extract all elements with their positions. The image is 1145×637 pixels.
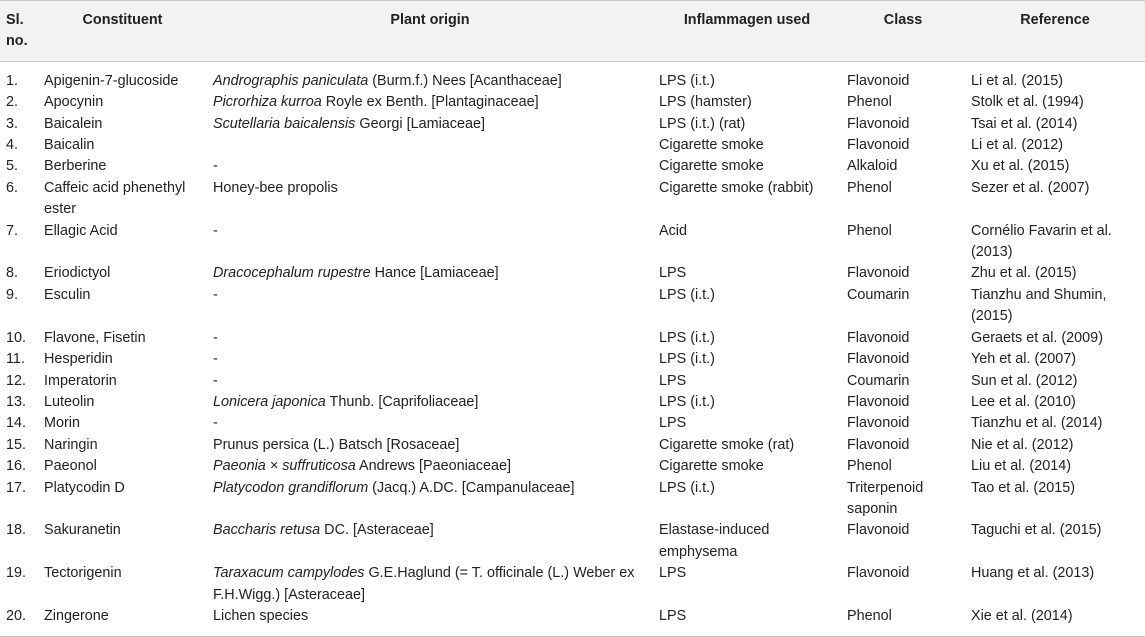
cell-reference: Li et al. (2012)	[971, 137, 1063, 154]
table-row	[0, 392, 1145, 413]
cell-class: Flavonoid	[847, 565, 910, 582]
plant-authority: -	[213, 372, 218, 389]
cell-sl-no: 10.	[6, 329, 27, 346]
table-row	[0, 435, 1145, 456]
table-row	[0, 371, 1145, 392]
cell-constituent: Apocynin	[44, 94, 104, 111]
plant-authority: -	[213, 415, 218, 432]
cell-constituent: Baicalin	[44, 137, 95, 154]
plant-authority: Lichen species	[213, 607, 309, 624]
cell-sl-no: 6.	[6, 179, 19, 196]
cell-inflammagen: LPS	[659, 372, 687, 389]
cell-reference: Sun et al. (2012)	[971, 372, 1078, 389]
cell-reference: Xu et al. (2015)	[971, 158, 1070, 175]
plant-authority: (Jacq.) A.DC. [Campanulaceae]	[368, 479, 575, 496]
cell-sl-no: 1.	[6, 72, 19, 89]
cell-sl-no: 12.	[6, 372, 27, 389]
cell-class: Flavonoid	[847, 329, 910, 346]
cell-plant-origin	[207, 263, 653, 284]
cell-constituent: Esculin	[44, 286, 91, 303]
cell-sl-no: 7.	[6, 222, 19, 239]
table-row	[0, 178, 1145, 221]
table-row	[0, 413, 1145, 434]
cell-constituent: Tectorigenin	[44, 565, 122, 582]
cell-inflammagen: LPS (i.t.)	[659, 479, 715, 496]
cell-inflammagen: LPS	[653, 606, 841, 637]
cell-inflammagen: LPS (i.t.)	[659, 286, 715, 303]
cell-reference: Tianzhu and Shumin, (2015)	[971, 286, 1107, 325]
plant-authority: Prunus persica (L.) Batsch [Rosaceae]	[213, 436, 460, 453]
cell-constituent: Hesperidin	[44, 351, 113, 368]
cell-inflammagen: Elastase-induced emphysema	[659, 522, 770, 560]
cell-constituent: Morin	[44, 415, 80, 432]
cell-inflammagen: Cigarette smoke	[659, 158, 764, 175]
cell-class: Phenol	[847, 94, 892, 111]
cell-constituent: Caffeic acid phenethyl ester	[44, 179, 186, 218]
cell-reference: Yeh et al. (2007)	[971, 351, 1077, 368]
cell-sl-no: 9.	[6, 286, 19, 303]
cell-inflammagen: Cigarette smoke (rabbit)	[659, 179, 814, 196]
cell-constituent: Apigenin-7-glucoside	[44, 72, 179, 89]
header-reference: Reference	[965, 1, 1145, 62]
cell-plant-origin	[207, 413, 653, 434]
cell-plant-origin	[207, 61, 653, 92]
header-class: Class	[841, 1, 965, 62]
cell-reference: Lee et al. (2010)	[971, 393, 1076, 410]
cell-reference: Zhu et al. (2015)	[971, 265, 1077, 282]
cell-inflammagen: LPS (hamster)	[659, 94, 752, 111]
cell-constituent: Flavone, Fisetin	[44, 329, 146, 346]
cell-reference: Tsai et al. (2014)	[971, 115, 1078, 132]
plant-authority: Hance [Lamiaceae]	[370, 265, 499, 282]
cell-plant-origin	[207, 520, 653, 563]
cell-sl-no: 2.	[6, 94, 19, 111]
cell-inflammagen: LPS	[659, 265, 687, 282]
table-row	[0, 328, 1145, 349]
plant-species-name: Taraxacum campylodes	[213, 565, 365, 582]
cell-sl-no: 18.	[6, 522, 27, 539]
plant-authority: Royle ex Benth. [Plantaginaceae]	[321, 94, 539, 111]
plant-authority: Georgi [Lamiaceae]	[355, 115, 485, 132]
table-row	[0, 92, 1145, 113]
cell-plant-origin	[207, 328, 653, 349]
cell-sl-no: 4.	[6, 137, 19, 154]
plant-species-name: Andrographis paniculata	[213, 72, 369, 89]
cell-sl-no: 5.	[6, 158, 19, 175]
table-row	[0, 114, 1145, 135]
table-row	[0, 520, 1145, 563]
plant-species-name: Scutellaria baicalensis	[213, 115, 356, 132]
cell-plant-origin	[207, 456, 653, 477]
table-row	[0, 478, 1145, 521]
cell-reference: Taguchi et al. (2015)	[971, 522, 1102, 539]
cell-reference: Li et al. (2015)	[971, 72, 1063, 89]
cell-constituent: Platycodin D	[44, 479, 125, 496]
cell-class: Flavonoid	[847, 436, 910, 453]
plant-species-name: Platycodon grandiflorum	[213, 479, 369, 496]
cell-constituent: Zingerone	[38, 606, 207, 637]
cell-reference: Tianzhu et al. (2014)	[971, 415, 1103, 432]
plant-authority: Thunb. [Caprifoliaceae]	[325, 393, 479, 410]
cell-sl-no: 14.	[6, 415, 27, 432]
plant-species-name: Baccharis retusa	[213, 522, 321, 539]
cell-constituent: Sakuranetin	[44, 522, 121, 539]
cell-class: Flavonoid	[847, 522, 910, 539]
cell-plant-origin	[207, 563, 653, 606]
cell-plant-origin	[207, 371, 653, 392]
cell-reference: Huang et al. (2013)	[971, 565, 1095, 582]
cell-constituent: Naringin	[44, 436, 98, 453]
cell-class: Phenol	[847, 458, 892, 475]
cell-class: Coumarin	[847, 372, 910, 389]
header-row	[0, 1, 1145, 62]
cell-sl-no: 15.	[6, 436, 27, 453]
table-row	[0, 285, 1145, 328]
cell-inflammagen: Cigarette smoke	[659, 137, 764, 154]
cell-class: Flavonoid	[847, 137, 910, 154]
plant-species-name: Picrorhiza kurroa	[213, 94, 322, 111]
cell-inflammagen: LPS (i.t.)	[659, 329, 715, 346]
cell-plant-origin	[207, 435, 653, 456]
cell-class: Triterpenoid saponin	[847, 479, 924, 517]
cell-constituent: Eriodictyol	[44, 265, 111, 282]
cell-sl-no: 8.	[6, 265, 19, 282]
cell-class: Alkaloid	[847, 158, 898, 175]
cell-sl-no: 11.	[6, 351, 25, 368]
cell-sl-no: 16.	[6, 458, 27, 475]
cell-inflammagen: LPS (i.t.)	[659, 72, 715, 89]
cell-inflammagen: Cigarette smoke (rat)	[659, 436, 795, 453]
plant-species-name: Paeonia × suffruticosa	[213, 458, 356, 475]
cell-constituent: Imperatorin	[44, 372, 117, 389]
cell-class: Flavonoid	[847, 72, 910, 89]
cell-plant-origin	[207, 349, 653, 370]
cell-sl-no: 17.	[6, 479, 27, 496]
cell-inflammagen: LPS (i.t.) (rat)	[659, 115, 746, 132]
cell-constituent: Paeonol	[44, 458, 97, 475]
header-sl-no: Sl. no.	[0, 1, 38, 62]
plant-authority: DC. [Asteraceae]	[320, 522, 434, 539]
plant-species-name: Lonicera japonica	[213, 393, 326, 410]
cell-plant-origin	[207, 114, 653, 135]
cell-reference: Stolk et al. (1994)	[971, 94, 1084, 111]
cell-class: Flavonoid	[847, 265, 910, 282]
cell-plant-origin	[207, 178, 653, 221]
table-row	[0, 456, 1145, 477]
header-constituent: Constituent	[38, 1, 207, 62]
plant-authority: -	[213, 329, 218, 346]
header-inflammagen: Inflammagen used	[653, 1, 841, 62]
cell-plant-origin	[207, 156, 653, 177]
plant-authority: -	[213, 351, 218, 368]
cell-inflammagen: LPS	[659, 415, 687, 432]
plant-authority: Andrews [Paeoniaceae]	[355, 458, 512, 475]
cell-constituent: Baicalein	[44, 115, 103, 132]
cell-sl-no: 19.	[6, 565, 27, 582]
cell-plant-origin	[207, 606, 653, 637]
cell-reference: Liu et al. (2014)	[971, 458, 1071, 475]
cell-inflammagen: Acid	[659, 222, 687, 239]
plant-authority: -	[213, 158, 218, 175]
cell-plant-origin	[207, 92, 653, 113]
cell-sl-no: 20.	[0, 606, 38, 637]
cell-class: Flavonoid	[847, 415, 910, 432]
cell-plant-origin	[207, 392, 653, 413]
cell-constituent: Luteolin	[44, 393, 95, 410]
cell-class: Flavonoid	[847, 393, 910, 410]
plant-authority: -	[213, 222, 218, 239]
plant-authority: Honey-bee propolis	[213, 179, 338, 196]
cell-sl-no: 3.	[6, 115, 19, 132]
cell-class: Flavonoid	[847, 351, 910, 368]
plant-authority: -	[213, 286, 218, 303]
cell-reference: Geraets et al. (2009)	[971, 329, 1103, 346]
cell-reference: Tao et al. (2015)	[971, 479, 1075, 496]
plant-authority: G.E.Haglund (= T. officinale (L.) Weber ex F.H.Wigg.) [Asteraceae]	[213, 565, 635, 603]
cell-inflammagen: LPS (i.t.)	[659, 393, 715, 410]
cell-class: Phenol	[841, 606, 965, 637]
table-row	[0, 135, 1145, 156]
cell-inflammagen: LPS	[659, 565, 687, 582]
cell-class: Phenol	[847, 179, 892, 196]
plant-species-name: Dracocephalum rupestre	[213, 265, 371, 282]
cell-plant-origin	[207, 478, 653, 521]
cell-reference: Cornélio Favarin et al. (2013)	[971, 222, 1112, 261]
table-header	[0, 1, 1145, 62]
table-row	[0, 263, 1145, 284]
cell-reference: Nie et al. (2012)	[971, 436, 1074, 453]
header-plant-origin: Plant origin	[207, 1, 653, 62]
cell-sl-no: 13.	[6, 393, 27, 410]
cell-class: Flavonoid	[847, 115, 910, 132]
cell-constituent: Ellagic Acid	[44, 222, 118, 239]
table-row	[0, 61, 1145, 92]
cell-inflammagen: LPS (i.t.)	[659, 351, 715, 368]
cell-class: Coumarin	[847, 286, 910, 303]
cell-constituent: Berberine	[44, 158, 107, 175]
cell-class: Phenol	[847, 222, 892, 239]
table-row	[0, 221, 1145, 264]
table-row	[0, 563, 1145, 606]
cell-reference: Sezer et al. (2007)	[971, 179, 1090, 196]
cell-reference: Xie et al. (2014)	[965, 606, 1145, 637]
table-body	[0, 61, 1145, 637]
cell-plant-origin	[207, 285, 653, 328]
cell-plant-origin	[207, 221, 653, 264]
table-row	[0, 606, 1145, 637]
table-row	[0, 156, 1145, 177]
cell-plant-origin	[207, 135, 653, 156]
table-row	[0, 349, 1145, 370]
cell-inflammagen: Cigarette smoke	[659, 458, 764, 475]
plant-authority: (Burm.f.) Nees [Acanthaceae]	[368, 72, 562, 89]
